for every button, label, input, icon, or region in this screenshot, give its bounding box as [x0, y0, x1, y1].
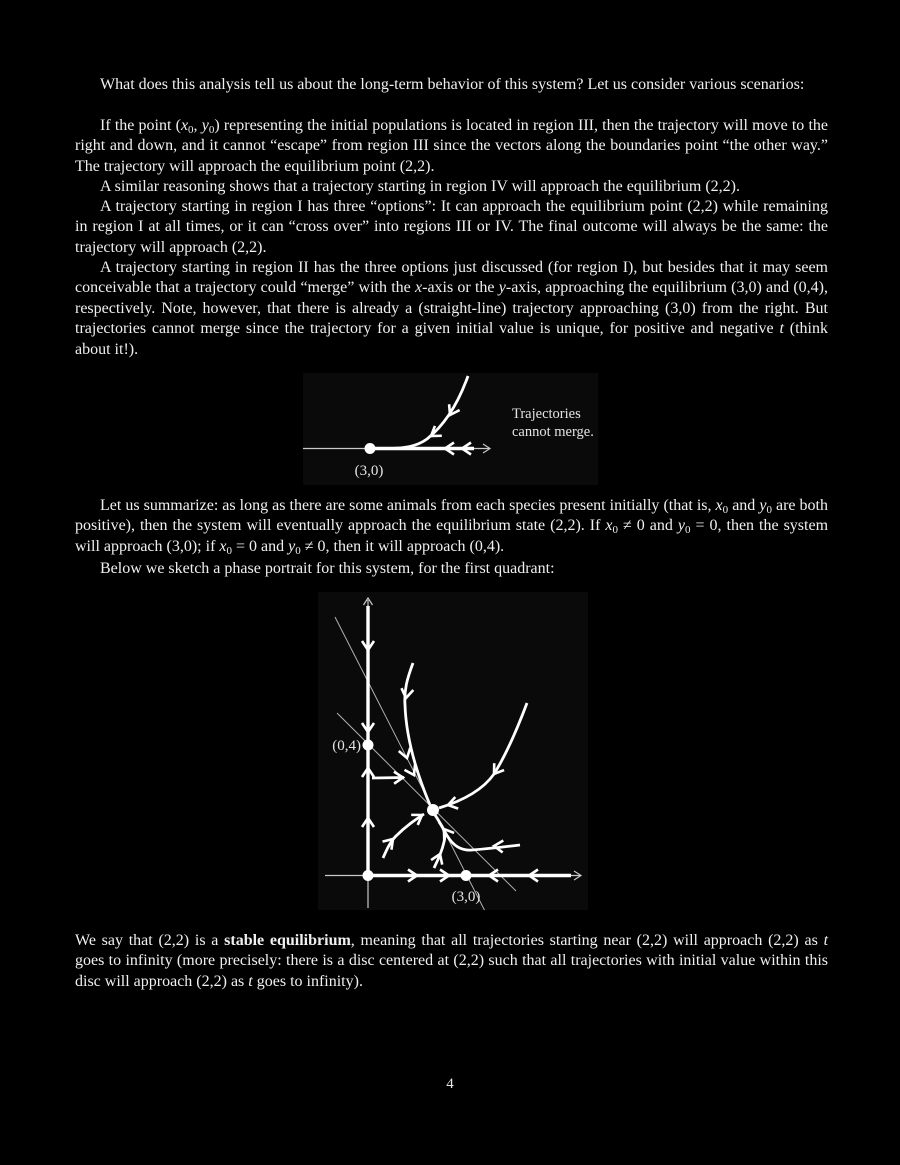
paragraph-region-1: A trajectory starting in region I has three “options”: It can approach the equilibrium point (2,2) while remaining in region I at all times, or it can “cross over” into regions III or IV. The final outcome will always be the same: the trajectory will approach (2,2). [75, 198, 828, 256]
equilibrium-point-dot [427, 804, 439, 816]
figure-caption-line1: Trajectories [512, 406, 581, 422]
paragraph-summary: Let us summarize: as long as there are some animals from each species present initially (that is, $x_0$ and $y_0$ are both positive), then the system will eventually approach the equilibrium state (2,2). If $x_0 \ne 0$ and $y_0 = 0$, then the system will approach (3,0); if $x_0 = 0$ and $y_0 \ne 0$, then it will approach (0,4). [75, 497, 829, 557]
point-3-0-label: (3,0) [354, 463, 384, 479]
point-3-0-dot [365, 443, 376, 454]
page-number: 4 [446, 1076, 454, 1092]
point-0-4-dot [363, 740, 374, 751]
phase-portrait-figure [318, 592, 588, 915]
paragraph-intro: What does this analysis tell us about the long-term behavior of this system? Let us consider various scenarios: [100, 76, 805, 93]
merge-figure [303, 373, 598, 490]
point-0-4-label: (0,4) [332, 738, 361, 754]
phase-portrait-svg [318, 592, 588, 910]
paragraph-phase-portrait-intro: Below we sketch a phase portrait for this system, for the first quadrant: [100, 560, 555, 577]
paragraph-region-3: If the point ($x_0$, $y_0$) representing the initial populations is located in region III, then the trajectory will move to the right and down, and it cannot “escape” from region III since the vectors along the boundaries point “the other way.” The trajectory will approach the equilibrium point (2,2). [75, 117, 829, 175]
point-3-0-dot [461, 870, 472, 881]
point-3-0-label: (3,0) [451, 889, 481, 905]
origin-dot [363, 870, 374, 881]
paragraph-region-2: A trajectory starting in region II has the three options just discussed (for region I), but besides that it may seem conceivable that a trajectory could “merge” with the x-axis or the y-axis, approaching the equilibrium (3,0) and (0,4), respectively. Note, however, that there is already a (straight-line) trajectory approaching (3,0) from the right. But trajectories cannot merge since the trajectory for a given initial value is unique, for positive and negative t (think about it!). [75, 259, 829, 358]
merge-figure-svg [303, 373, 598, 485]
paragraph-region-4: A similar reasoning shows that a trajectory starting in region IV will approach the equilibrium (2,2). [100, 178, 740, 195]
paragraph-stable-equilibrium: We say that (2,2) is a stable equilibrium, meaning that all trajectories starting near (2,2) will approach (2,2) as t goes to infinity (more precisely: there is a disc centered at (2,2) such that all trajectories with initial value within this disc will approach (2,2) as t goes to infinity). [75, 932, 829, 990]
figure-caption-line2: cannot merge. [512, 424, 594, 440]
